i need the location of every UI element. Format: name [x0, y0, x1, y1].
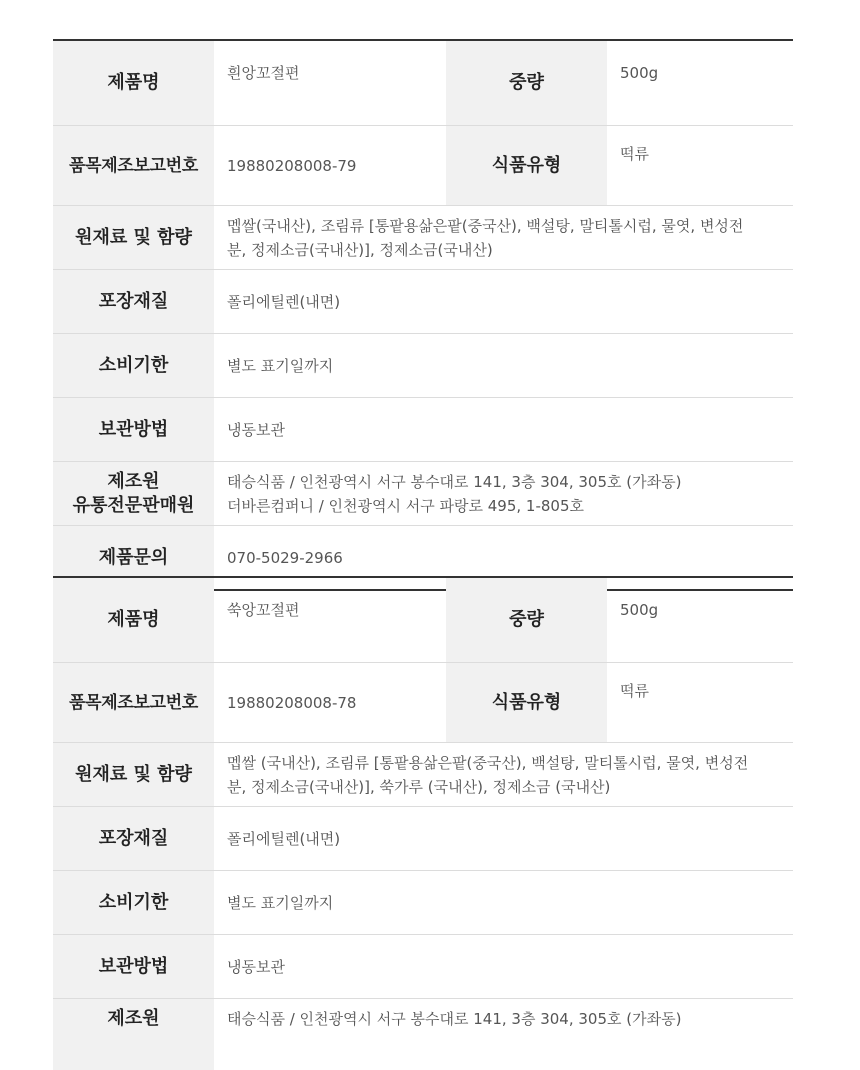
ingredients-label: 원재료 및 함량 — [53, 206, 214, 270]
product-name-value: 흰앙꼬절편 — [214, 40, 446, 126]
table-row — [53, 398, 793, 462]
ingredients-line: 분, 정제소금(국내산)], 정제소금(국내산) — [227, 238, 779, 262]
table-row — [53, 743, 793, 807]
table-row — [53, 334, 793, 398]
product-info-table-2 — [53, 576, 793, 1070]
report-no-label: 품목제조보고번호 — [53, 663, 214, 743]
maker-value — [214, 999, 793, 1070]
ingredients-label: 원재료 및 함량 — [53, 743, 214, 807]
ingredients-value — [214, 743, 793, 807]
maker-line: 태승식품 / 인천광역시 서구 봉수대로 141, 3층 304, 305호 (가좌동) — [227, 470, 779, 494]
maker-label-line: 제조원 — [53, 1007, 214, 1031]
product-name-label: 제품명 — [53, 40, 214, 126]
packaging-value: 폴리에틸렌(내면) — [214, 807, 793, 871]
table-row — [53, 206, 793, 270]
maker-label — [53, 462, 214, 526]
ingredients-line: 멥쌀(국내산), 조림류 [통팥용삶은팥(중국산), 백설탕, 말티톨시럽, 물엿, 변성전 — [227, 214, 779, 238]
storage-label: 보관방법 — [53, 398, 214, 462]
table-row — [53, 577, 793, 663]
inquiry-value: 070-5029-2966 — [214, 526, 793, 591]
distributor-label-line: 유통전문판매원 — [53, 494, 214, 518]
maker-label-line: 제조원 — [53, 470, 214, 494]
report-no-value: 19880208008-79 — [214, 126, 446, 206]
report-no-label: 품목제조보고번호 — [53, 126, 214, 206]
distributor-line: 더바른컴퍼니 / 인천광역시 서구 파랑로 495, 1-805호 — [227, 494, 779, 518]
table-row — [53, 935, 793, 999]
report-no-value: 19880208008-78 — [214, 663, 446, 743]
table-row — [53, 270, 793, 334]
product-info-table-1 — [53, 39, 793, 591]
expiry-label: 소비기한 — [53, 871, 214, 935]
weight-value: 500g — [607, 577, 793, 663]
packaging-label: 포장재질 — [53, 270, 214, 334]
table-row — [53, 663, 793, 743]
product-name-value: 쑥앙꼬절편 — [214, 577, 446, 663]
maker-label — [53, 999, 214, 1070]
inquiry-label: 제품문의 — [53, 526, 214, 591]
packaging-value: 폴리에틸렌(내면) — [214, 270, 793, 334]
table-row — [53, 462, 793, 526]
storage-value: 냉동보관 — [214, 935, 793, 999]
packaging-label: 포장재질 — [53, 807, 214, 871]
table-row — [53, 807, 793, 871]
expiry-value: 별도 표기일까지 — [214, 871, 793, 935]
product-name-label: 제품명 — [53, 577, 214, 663]
expiry-label: 소비기한 — [53, 334, 214, 398]
ingredients-value — [214, 206, 793, 270]
table-row — [53, 999, 793, 1070]
food-type-value: 떡류 — [607, 663, 793, 743]
weight-value: 500g — [607, 40, 793, 126]
expiry-value: 별도 표기일까지 — [214, 334, 793, 398]
food-type-value: 떡류 — [607, 126, 793, 206]
table-row — [53, 40, 793, 126]
ingredients-line: 멥쌀 (국내산), 조림류 [통팥용삶은팥(중국산), 백설탕, 말티톨시럽, 물엿, 변성전 — [227, 751, 779, 775]
storage-label: 보관방법 — [53, 935, 214, 999]
food-type-label: 식품유형 — [446, 663, 607, 743]
weight-label: 중량 — [446, 40, 607, 126]
ingredients-line: 분, 정제소금(국내산)], 쑥가루 (국내산), 정제소금 (국내산) — [227, 775, 779, 799]
food-type-label: 식품유형 — [446, 126, 607, 206]
maker-line: 태승식품 / 인천광역시 서구 봉수대로 141, 3층 304, 305호 (가좌동) — [227, 1007, 779, 1031]
maker-value — [214, 462, 793, 526]
weight-label: 중량 — [446, 577, 607, 663]
table-row — [53, 126, 793, 206]
table-row — [53, 871, 793, 935]
storage-value: 냉동보관 — [214, 398, 793, 462]
